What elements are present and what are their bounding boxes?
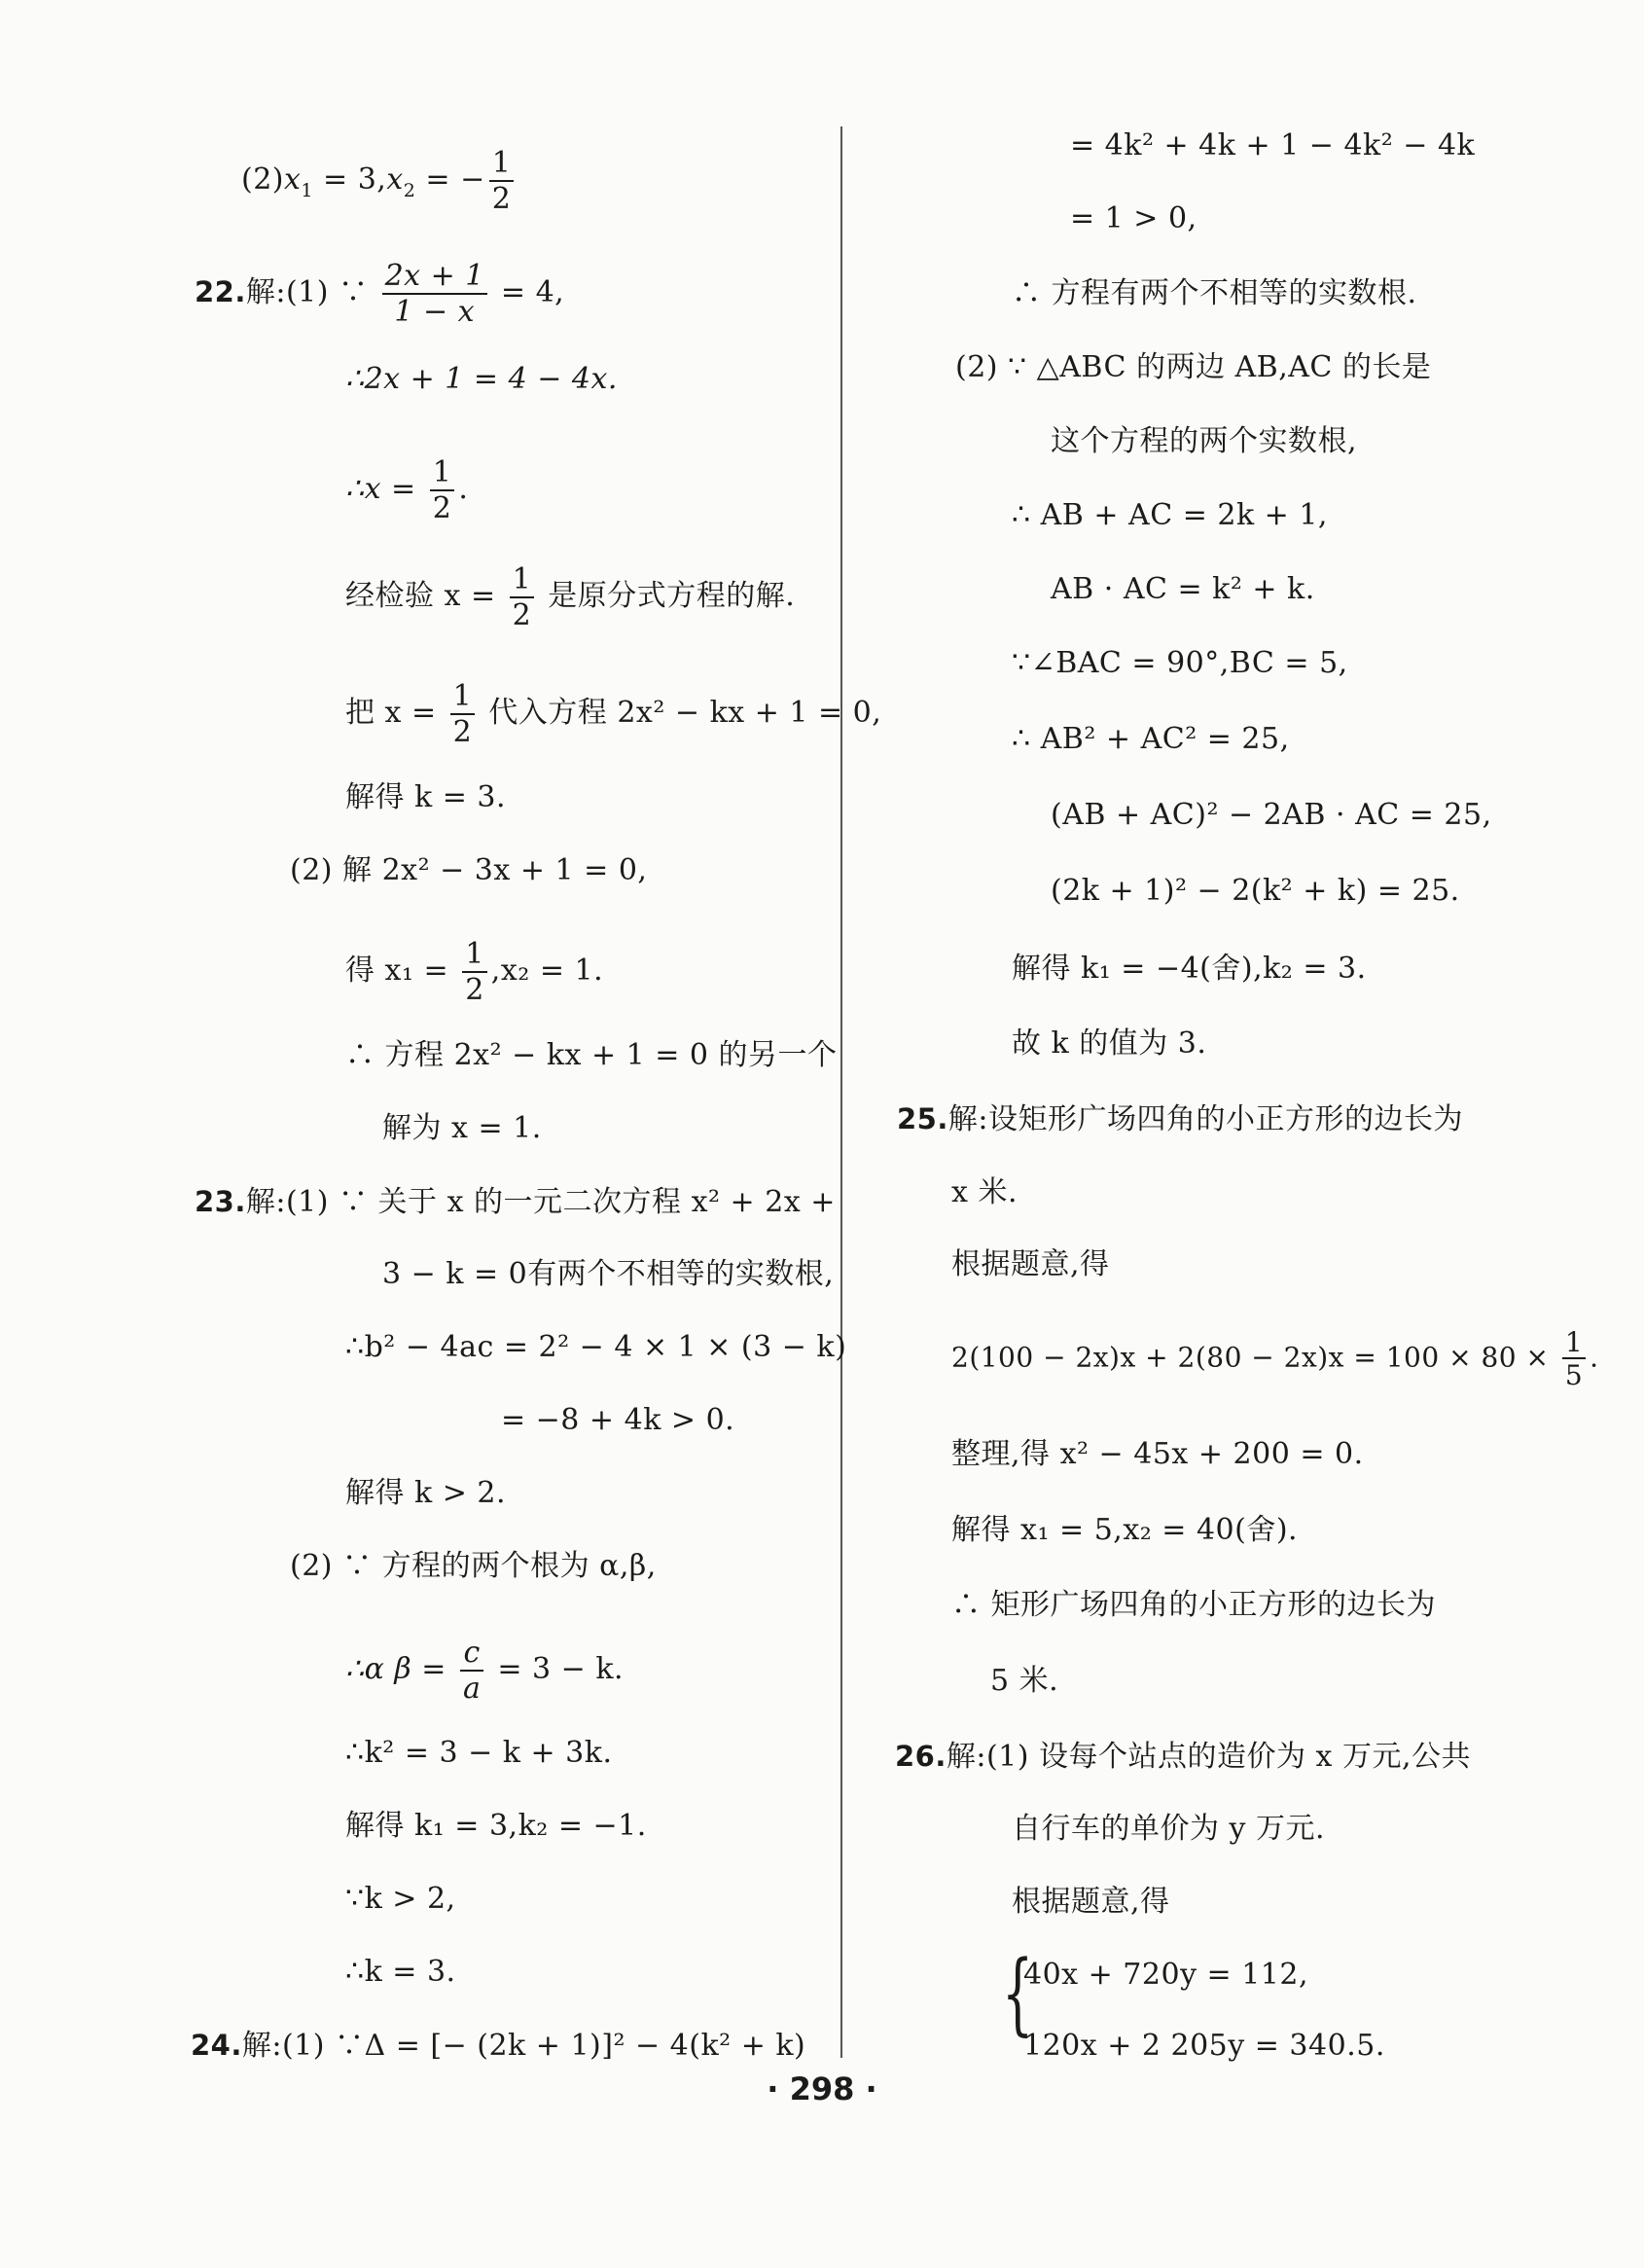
- q22-line-3: ∴x = $\frac{1}{2}$ .: [345, 455, 469, 525]
- q25-line-8: 5 米.: [990, 1664, 1059, 1698]
- q22-line-2: ∴2x + 1 = 4 − 4x.: [345, 362, 618, 396]
- q24-line-9: ∵∠BAC = 90°,BC = 5,: [1012, 646, 1348, 680]
- q22-line-4: 经检验 x = $\frac{1}{2}$ 是原分式方程的解.: [345, 562, 796, 632]
- q24-line-6: 这个方程的两个实数根,: [1051, 424, 1358, 458]
- fraction: $\frac{2x + 1}{1 - x}$: [382, 261, 487, 327]
- q24-line-11: (AB + AC)² − 2AB · AC = 25,: [1051, 798, 1492, 832]
- q22-line-8: 得 x₁ = $\frac{1}{2}$ ,x₂ = 1.: [345, 937, 604, 1007]
- fraction: $\frac{1}{2}$: [430, 457, 455, 523]
- page-number: · 298 ·: [767, 2070, 877, 2107]
- q24-line-12: (2k + 1)² − 2(k² + k) = 25.: [1051, 874, 1460, 908]
- question-number: 26.: [895, 1740, 947, 1773]
- q26-line-3: 根据题意,得: [1012, 1885, 1170, 1919]
- q25-line-7: ∴ 矩形广场四角的小正方形的边长为: [951, 1588, 1437, 1622]
- q24-line-8: AB · AC = k² + k.: [1051, 572, 1315, 606]
- q25-line-5: 整理,得 x² − 45x + 200 = 0.: [951, 1437, 1364, 1471]
- question-number: 25.: [897, 1102, 948, 1135]
- question-number: 23.: [195, 1185, 246, 1218]
- q23-line-4: = −8 + 4k > 0.: [501, 1403, 735, 1437]
- q25-line-3: 根据题意,得: [951, 1247, 1110, 1281]
- q23-line-5: 解得 k > 2.: [345, 1476, 507, 1510]
- equation-system-brace: {: [1002, 1941, 1034, 2045]
- fraction: $\frac{1}{2}$: [489, 148, 515, 214]
- q25-line-4: 2(100 − 2x)x + 2(80 − 2x)x = 100 × 80 × $\frac{1}{5}$ .: [951, 1326, 1599, 1392]
- q25-line-1: 25.解:设矩形广场四角的小正方形的边长为: [897, 1102, 1463, 1136]
- question-number: 24.: [191, 2029, 242, 2062]
- q23-line-3: ∴b² − 4ac = 2² − 4 × 1 × (3 − k): [345, 1330, 847, 1364]
- q23-line-2: 3 − k = 0有两个不相等的实数根,: [382, 1257, 835, 1291]
- q23-line-9: 解得 k₁ = 3,k₂ = −1.: [345, 1809, 647, 1843]
- q22-line-9: ∴ 方程 2x² − kx + 1 = 0 的另一个: [345, 1038, 838, 1072]
- fraction: $\frac{1}{2}$: [510, 564, 535, 630]
- q24-line-7: ∴ AB + AC = 2k + 1,: [1012, 498, 1328, 532]
- q23-line-10: ∵k > 2,: [345, 1882, 456, 1916]
- q22-line-7: (2) 解 2x² − 3x + 1 = 0,: [290, 853, 648, 887]
- q24-line-13: 解得 k₁ = −4(舍),k₂ = 3.: [1012, 952, 1367, 986]
- q25-line-6: 解得 x₁ = 5,x₂ = 40(舍).: [951, 1513, 1299, 1547]
- q24-line-5: (2) ∵ △ABC 的两边 AB,AC 的长是: [955, 350, 1432, 384]
- fraction: $\frac{1}{2}$: [462, 939, 487, 1005]
- q22-line-10: 解为 x = 1.: [382, 1111, 542, 1145]
- q23-line-7: ∴α β = $\frac{c}{a}$ = 3 − k.: [345, 1636, 625, 1706]
- q22-line-1: 22.解:(1) ∵ $\frac{2x + 1}{1 - x}$ = 4,: [195, 259, 565, 329]
- q26-line-1: 26.解:(1) 设每个站点的造价为 x 万元,公共: [895, 1740, 1472, 1774]
- q24-line-14: 故 k 的值为 3.: [1012, 1026, 1207, 1061]
- q24-line-2: = 4k² + 4k + 1 − 4k² − 4k: [1070, 128, 1476, 162]
- q24-line-10: ∴ AB² + AC² = 25,: [1012, 722, 1290, 756]
- q23-line-6: (2) ∵ 方程的两个根为 α,β,: [290, 1549, 657, 1583]
- fraction: $\frac{1}{5}$: [1562, 1328, 1586, 1390]
- q25-line-2: x 米.: [951, 1175, 1018, 1209]
- fraction: $\frac{1}{2}$: [450, 681, 476, 747]
- q22-line-5: 把 x = $\frac{1}{2}$ 代入方程 2x² − kx + 1 = 0,: [345, 679, 882, 749]
- q23-line-1: 23.解:(1) ∵ 关于 x 的一元二次方程 x² + 2x +: [195, 1185, 836, 1219]
- q23-line-11: ∴k = 3.: [345, 1955, 456, 1989]
- q26-equation-2: 120x + 2 205y = 340.5.: [1023, 2029, 1385, 2063]
- q22-line-6: 解得 k = 3.: [345, 780, 507, 814]
- q21-part2-answer: $(2)x_1 = 3,x_2$ = − $\frac{1}{2}$: [241, 148, 518, 214]
- q24-line-4: ∴ 方程有两个不相等的实数根.: [1012, 276, 1417, 310]
- question-number: 22.: [195, 275, 246, 308]
- fraction: $\frac{c}{a}$: [460, 1638, 483, 1704]
- q24-line-3: = 1 > 0,: [1070, 201, 1197, 235]
- q26-equation-1: 40x + 720y = 112,: [1023, 1958, 1309, 1992]
- q23-line-8: ∴k² = 3 − k + 3k.: [345, 1736, 613, 1770]
- column-divider: [840, 126, 842, 2058]
- q24-line-1: 24.解:(1) ∵Δ = [− (2k + 1)]² − 4(k² + k): [191, 2029, 806, 2063]
- q26-line-2: 自行车的单价为 y 万元.: [1012, 1812, 1326, 1846]
